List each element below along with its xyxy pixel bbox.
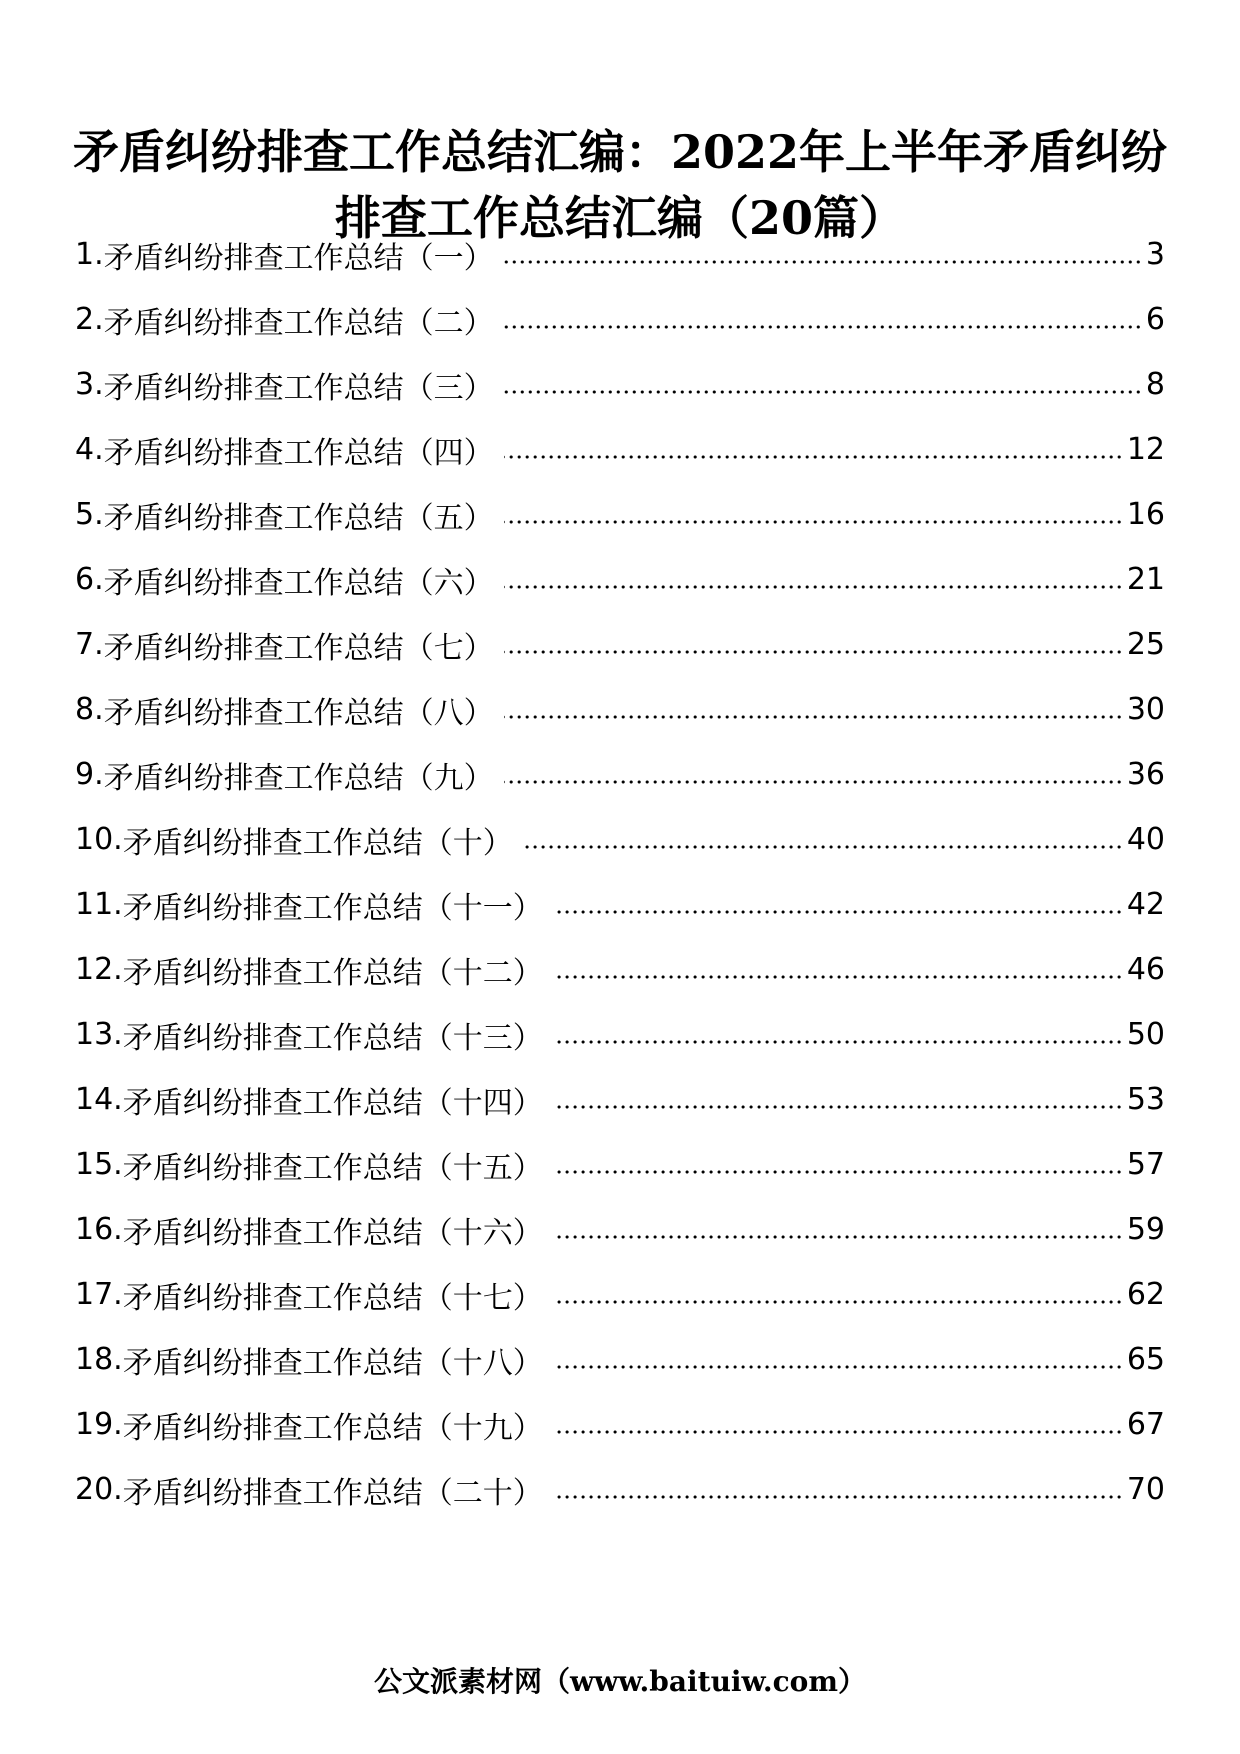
toc-page-number: 62 bbox=[1126, 1277, 1165, 1312]
toc-entry[interactable] bbox=[75, 1132, 1165, 1197]
toc-entry[interactable] bbox=[75, 677, 1165, 742]
toc-entry-number: 19. bbox=[75, 1407, 123, 1442]
toc-dot-leader bbox=[553, 1430, 1123, 1434]
toc-page-number: 36 bbox=[1126, 757, 1165, 792]
toc-entry-number: 3. bbox=[75, 367, 104, 402]
toc-dot-leader bbox=[553, 1170, 1123, 1174]
title-line-1: 矛盾纠纷排查工作总结汇编：2022年上半年矛盾纠纷 bbox=[72, 124, 1168, 179]
toc-page-number: 67 bbox=[1126, 1407, 1165, 1442]
toc-page-number: 50 bbox=[1126, 1017, 1165, 1052]
toc-entry[interactable] bbox=[75, 937, 1165, 1002]
toc-dot-leader bbox=[553, 1495, 1123, 1499]
toc-entry-title: 矛盾纠纷排查工作总结（三） bbox=[103, 370, 494, 406]
toc-entry-title: 矛盾纠纷排查工作总结（十七） bbox=[122, 1280, 543, 1316]
toc-entry-number: 4. bbox=[75, 432, 104, 467]
toc-entry[interactable] bbox=[75, 1002, 1165, 1067]
toc-entry[interactable] bbox=[75, 1262, 1165, 1327]
toc-entry-number: 20. bbox=[75, 1472, 123, 1507]
toc-page-number: 42 bbox=[1126, 887, 1165, 922]
toc-entry-number: 7. bbox=[75, 627, 104, 662]
toc-entry[interactable] bbox=[75, 417, 1165, 482]
toc-entry-number: 16. bbox=[75, 1212, 123, 1247]
toc-page-number: 57 bbox=[1126, 1147, 1165, 1182]
toc-page-number: 21 bbox=[1126, 562, 1165, 597]
toc-entry-number: 1. bbox=[75, 237, 104, 272]
toc-page-number: 25 bbox=[1126, 627, 1165, 662]
toc-entry-title: 矛盾纠纷排查工作总结（十二） bbox=[122, 955, 543, 991]
toc-entry-number: 18. bbox=[75, 1342, 123, 1377]
toc-page-number: 12 bbox=[1126, 432, 1165, 467]
toc-entry-number: 2. bbox=[75, 302, 104, 337]
toc-entry[interactable] bbox=[75, 1327, 1165, 1392]
toc-entry[interactable] bbox=[75, 612, 1165, 677]
toc-entry[interactable] bbox=[75, 482, 1165, 547]
toc-entry-title: 矛盾纠纷排查工作总结（十八） bbox=[122, 1345, 543, 1381]
toc-dot-leader bbox=[553, 1365, 1123, 1369]
toc-entry[interactable] bbox=[75, 352, 1165, 417]
table-of-contents bbox=[75, 222, 1165, 1522]
toc-page-number: 40 bbox=[1126, 822, 1165, 857]
title-line-2: 排查工作总结汇编（20篇） bbox=[334, 190, 905, 245]
toc-entry-title: 矛盾纠纷排查工作总结（六） bbox=[103, 565, 494, 601]
toc-entry-title: 矛盾纠纷排查工作总结（十九） bbox=[122, 1410, 543, 1446]
toc-dot-leader bbox=[504, 325, 1142, 329]
toc-entry-number: 12. bbox=[75, 952, 123, 987]
toc-page-number: 65 bbox=[1126, 1342, 1165, 1377]
toc-page-number: 59 bbox=[1126, 1212, 1165, 1247]
toc-entry-number: 6. bbox=[75, 562, 104, 597]
footer-source: 公文派素材网（www.baituiw.com） bbox=[374, 1665, 866, 1698]
toc-entry-number: 10. bbox=[75, 822, 123, 857]
toc-dot-leader bbox=[553, 975, 1123, 979]
toc-page-number: 70 bbox=[1126, 1472, 1165, 1507]
toc-page-number: 3 bbox=[1145, 237, 1165, 272]
toc-entry-title: 矛盾纠纷排查工作总结（四） bbox=[103, 435, 494, 471]
toc-entry-title: 矛盾纠纷排查工作总结（十一） bbox=[122, 890, 543, 926]
toc-entry[interactable] bbox=[75, 547, 1165, 612]
toc-dot-leader bbox=[523, 845, 1123, 849]
toc-entry-title: 矛盾纠纷排查工作总结（十四） bbox=[122, 1085, 543, 1121]
toc-dot-leader bbox=[504, 390, 1142, 394]
toc-entry-title: 矛盾纠纷排查工作总结（十六） bbox=[122, 1215, 543, 1251]
toc-dot-leader bbox=[553, 1105, 1123, 1109]
toc-page-number: 6 bbox=[1145, 302, 1165, 337]
toc-entry-title: 矛盾纠纷排查工作总结（七） bbox=[103, 630, 494, 666]
toc-entry-title: 矛盾纠纷排查工作总结（二） bbox=[103, 305, 494, 341]
toc-entry-title: 矛盾纠纷排查工作总结（十） bbox=[122, 825, 513, 861]
toc-entry-number: 8. bbox=[75, 692, 104, 727]
toc-entry[interactable] bbox=[75, 1457, 1165, 1522]
toc-page-number: 53 bbox=[1126, 1082, 1165, 1117]
toc-entry[interactable] bbox=[75, 1197, 1165, 1262]
toc-entry-title: 矛盾纠纷排查工作总结（十三） bbox=[122, 1020, 543, 1056]
toc-dot-leader bbox=[553, 1235, 1123, 1239]
toc-entry-title: 矛盾纠纷排查工作总结（八） bbox=[103, 695, 494, 731]
toc-entry-title: 矛盾纠纷排查工作总结（一） bbox=[103, 240, 494, 276]
toc-dot-leader bbox=[504, 650, 1123, 654]
toc-entry[interactable] bbox=[75, 222, 1165, 287]
toc-dot-leader bbox=[504, 585, 1123, 589]
toc-dot-leader bbox=[504, 455, 1123, 459]
toc-entry-title: 矛盾纠纷排查工作总结（五） bbox=[103, 500, 494, 536]
toc-entry-title: 矛盾纠纷排查工作总结（二十） bbox=[122, 1475, 543, 1511]
toc-entry-number: 5. bbox=[75, 497, 104, 532]
toc-page-number: 30 bbox=[1126, 692, 1165, 727]
toc-entry[interactable] bbox=[75, 1392, 1165, 1457]
toc-entry-number: 15. bbox=[75, 1147, 123, 1182]
toc-entry[interactable] bbox=[75, 287, 1165, 352]
toc-entry-number: 17. bbox=[75, 1277, 123, 1312]
toc-entry-title: 矛盾纠纷排查工作总结（十五） bbox=[122, 1150, 543, 1186]
toc-dot-leader bbox=[504, 715, 1123, 719]
toc-entry[interactable] bbox=[75, 807, 1165, 872]
toc-entry-number: 11. bbox=[75, 887, 123, 922]
toc-entry-number: 14. bbox=[75, 1082, 123, 1117]
toc-dot-leader bbox=[504, 520, 1123, 524]
toc-page-number: 8 bbox=[1145, 367, 1165, 402]
toc-entry-number: 13. bbox=[75, 1017, 123, 1052]
toc-entry[interactable] bbox=[75, 872, 1165, 937]
toc-dot-leader bbox=[553, 910, 1123, 914]
toc-page-number: 46 bbox=[1126, 952, 1165, 987]
toc-entry[interactable] bbox=[75, 742, 1165, 807]
toc-dot-leader bbox=[553, 1300, 1123, 1304]
toc-dot-leader bbox=[553, 1040, 1123, 1044]
toc-page-number: 16 bbox=[1126, 497, 1165, 532]
toc-entry-title: 矛盾纠纷排查工作总结（九） bbox=[103, 760, 494, 796]
toc-entry-number: 9. bbox=[75, 757, 104, 792]
toc-dot-leader bbox=[504, 780, 1123, 784]
toc-entry[interactable] bbox=[75, 1067, 1165, 1132]
toc-dot-leader bbox=[504, 260, 1142, 264]
